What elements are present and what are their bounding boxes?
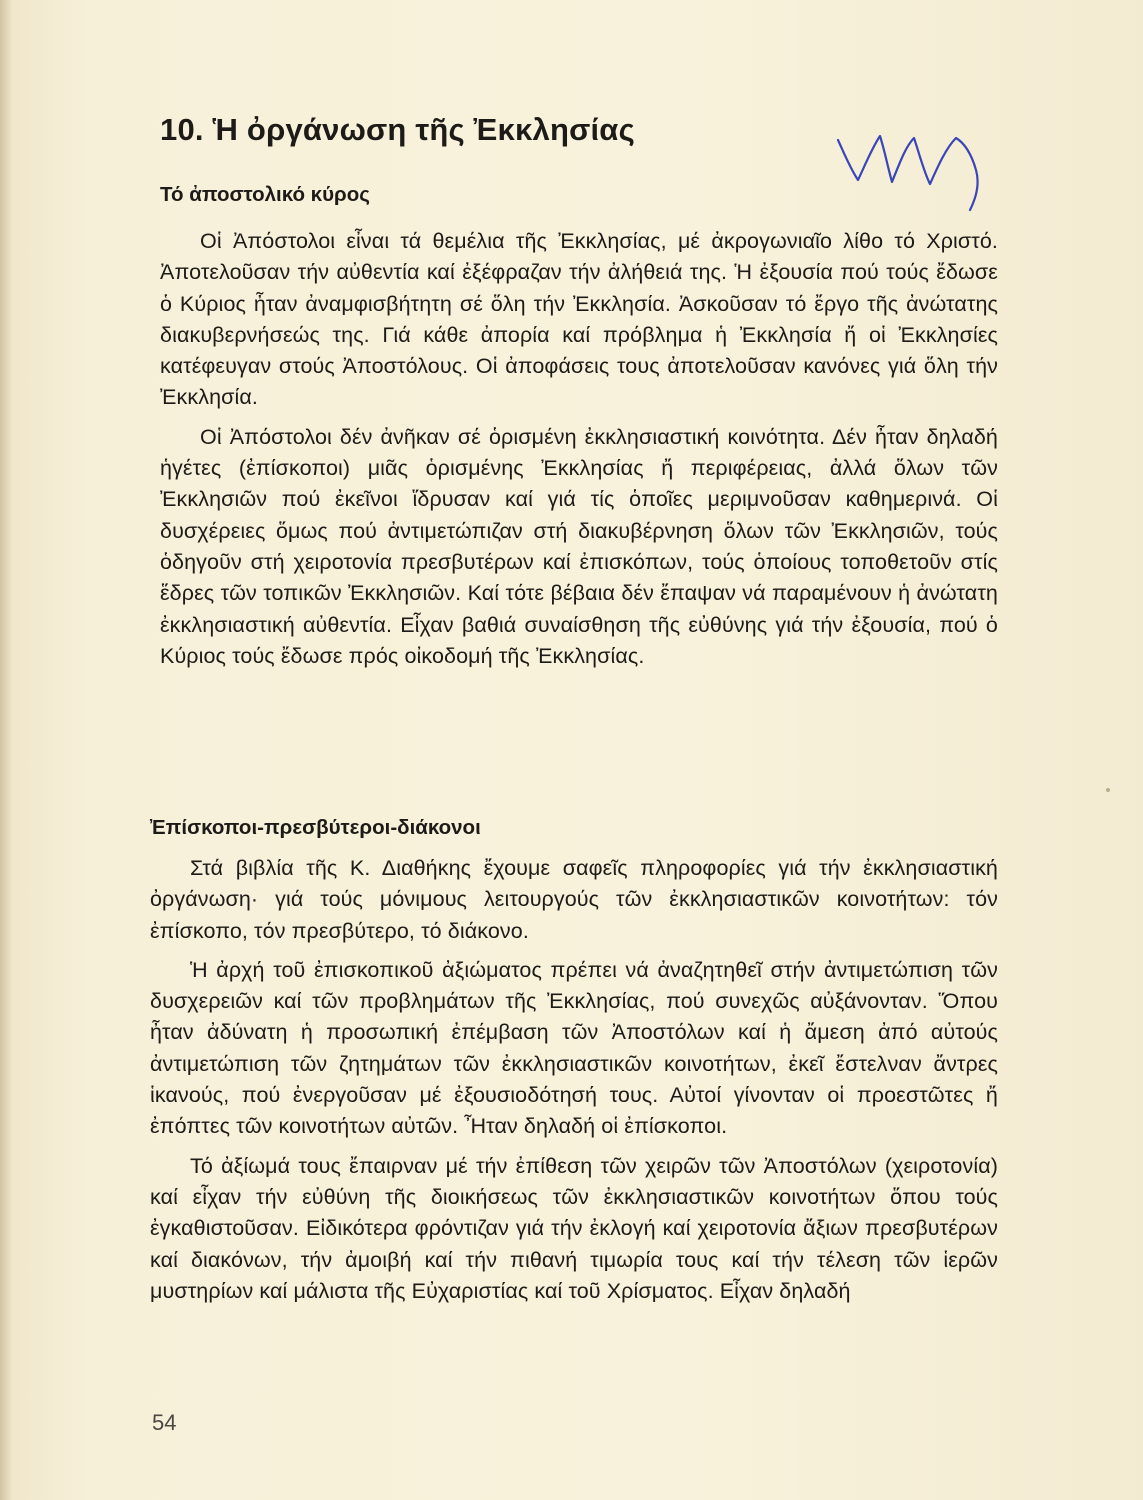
page-spine-shadow bbox=[0, 0, 12, 1500]
paragraph: Ἡ ἀρχή τοῦ ἐπισκοπικοῦ ἀξιώματος πρέπει νά ἀναζητηθεῖ στήν ἀντιμετώπιση τῶν δυσχερειῶν καί τῶν προβλημάτων τῆς Ἐκκλησίας, πού συνεχῶς αὐξάνονταν. Ὅπου ἦταν ἀδύνατη ἡ προσωπική ἐπέμβαση τῶν Ἀποστόλων καί ἡ ἄμεση ἀπό αὐτούς ἀντιμετώπιση τῶν ζητημάτων τῶν ἐκκλησιαστικῶν κοινοτήτων, ἐκεῖ ἔστελναν ἄντρες ἱκανούς, πού ἐνεργοῦσαν μέ ἐξουσιοδότησή τους. Αὐτοί γίνονταν οἱ προεστῶτες ἤ ἐπόπτες τῶν κοινοτήτων αὐτῶν. Ἦταν δηλαδή οἱ ἐπίσκοποι. bbox=[150, 957, 998, 1139]
paragraph: Τό ἀξίωμά τους ἔπαιρναν μέ τήν ἐπίθεση τῶν χειρῶν τῶν Ἀποστόλων (χειροτονία) καί εἶχαν τήν εὐθύνη τῆς διοικήσεως τῶν ἐκκλησιαστικῶν κοινοτήτων ὅπου τούς ἐγκαθιστοῦσαν. Εἰδικότερα φρόντιζαν γιά τήν ἐκλογή καί χειροτονία ἄξιων πρεσβυτέρων καί διακόνων, τήν ἀμοιβή καί τήν πιθανή τιμωρία τους καί τήν τέλεση τῶν ἱερῶν μυστηρίων καί μάλιστα τῆς Εὐχαριστίας καί τοῦ Χρίσματος. Εἶχαν δηλαδή bbox=[150, 1153, 998, 1303]
section-body-apostolic-authority bbox=[160, 226, 998, 672]
paragraph: Οἱ Ἀπόστολοι εἶναι τά θεμέλια τῆς Ἐκκλησίας, μέ ἀκρογωνιαῖο λίθο τό Χριστό. Ἀποτελοῦσαν τήν αὐθεντία καί ἐξέφραζαν τήν ἀλήθειά της. Ἡ ἐξουσία πού τούς ἔδωσε ὁ Κύριος ἦταν ἀναμφισβήτητη σέ ὅλη τήν Ἐκκλησία. Ἀσκοῦσαν τό ἔργο τῆς ἀνώτατης διακυβερνήσεώς της. Γιά κάθε ἀπορία καί πρόβλημα ἡ Ἐκκλησία ἤ οἱ Ἐκκλησίες κατέφευγαν στούς Ἀποστόλους. Οἱ ἀποφάσεις τους ἀποτελοῦσαν κανόνες γιά ὅλη τήν Ἐκκλησία. bbox=[160, 229, 998, 410]
page-number: 54 bbox=[152, 1410, 177, 1435]
paragraph: Οἱ Ἀπόστολοι δέν ἀνῆκαν σέ ὁρισμένη ἐκκλησιαστική κοινότητα. Δέν ἦταν δηλαδή ἡγέτες (ἐπίσκοποι) μιᾶς ὁρισμένης Ἐκκλησίας ἤ περιφέρειας, ἀλλά ὅλων τῶν Ἐκκλησιῶν πού ἐκεῖνοι ἵδρυσαν καί γιά τίς ὁποῖες μεριμνοῦσαν καθημερινά. Οἱ δυσχέρειες ὅμως πού ἀντιμετώπιζαν στή διακυβέρνηση ὅλων τῶν Ἐκκλησιῶν, τούς ὁδηγοῦν στή χειροτονία πρεσβυτέρων καί ἐπισκόπων, τούς ὁποίους τοποθετοῦν στίς ἕδρες τῶν τοπικῶν Ἐκκλησιῶν. Καί τότε βέβαια δέν ἔπαψαν νά παραμένουν ἡ ἀνώτατη ἐκκλησιαστική αὐθεντία. Εἶχαν βαθιά συναίσθηση τῆς εὐθύνης γιά τήν ἐξουσία, πού ὁ Κύριος τούς ἔδωσε πρός οἰκοδομή τῆς Ἐκκλησίας. bbox=[160, 424, 998, 668]
handwritten-signature bbox=[830, 118, 1000, 228]
section-heading-bishops-presbyters-deacons: Ἐπίσκοποι-πρεσβύτεροι-διάκονοι bbox=[150, 816, 481, 839]
paper-speck bbox=[1106, 788, 1110, 792]
chapter-title: 10. Ἡ ὀργάνωση τῆς Ἐκκλησίας bbox=[160, 112, 635, 147]
paragraph: Στά βιβλία τῆς Κ. Διαθήκης ἔχουμε σαφεῖς πληροφορίες γιά τήν ἐκκλησιαστική ὀργάνωση· γιά τούς μόνιμους λειτουργούς τῶν ἐκκλησιαστικῶν κοινοτήτων: τόν ἐπίσκοπο, τόν πρεσβύτερο, τό διάκονο. bbox=[150, 856, 998, 943]
section-heading-apostolic-authority: Τό ἀποστολικό κύρος bbox=[160, 183, 370, 206]
section-body-bishops-presbyters-deacons bbox=[150, 853, 998, 1307]
